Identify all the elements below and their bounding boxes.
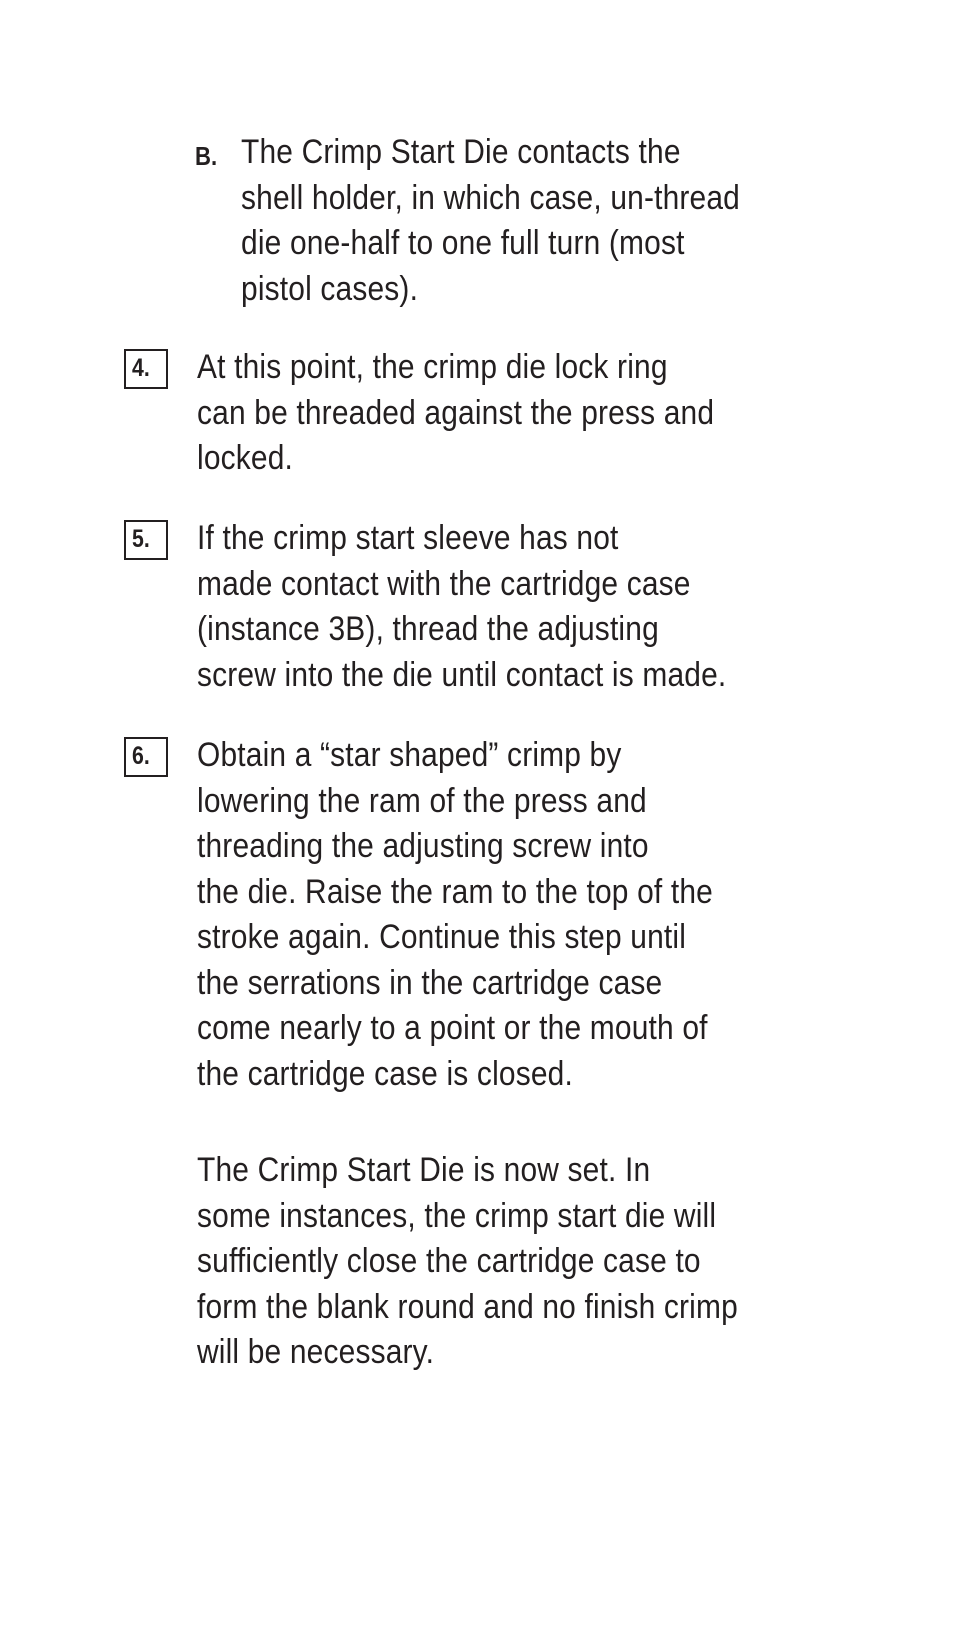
text-line: the serrations in the cartridge case [197,963,663,1002]
text-line: The Crimp Start Die contacts the [241,133,681,171]
text-line: Obtain a “star shaped” crimp by [197,736,622,774]
text-line: can be threaded against the press and [197,393,715,432]
step-number-box [124,349,168,389]
text-line: sufficiently close the cartridge case to [197,1242,701,1280]
step-number: 5. [132,525,150,553]
text-line: some instances, the crimp start die will [197,1196,717,1235]
text-line: At this point, the crimp die lock ring [197,348,668,386]
sub-item-letter: B. [195,141,218,171]
completion-note [197,1148,812,1376]
text-line: will be necessary. [197,1333,435,1371]
text-line: threading the adjusting screw into [197,827,649,865]
text-line: stroke again. Continue this step until [197,918,687,956]
text-line: The Crimp Start Die is now set. In [197,1151,651,1189]
step-number: 6. [132,742,150,770]
step-number-box [124,520,168,560]
text-line: made contact with the cartridge case [197,564,691,603]
text-line: form the blank round and no finish crimp [197,1287,738,1326]
text-line: locked. [197,439,294,477]
sub-item-text [241,130,808,312]
step-number: 4. [132,354,150,382]
text-line: come nearly to a point or the mouth of [197,1009,708,1047]
step-text [197,733,783,1097]
text-line: If the crimp start sleeve has not [197,519,619,557]
text-line: lowering the ram of the press and [197,781,647,820]
text-line: the die. Raise the ram to the top of the [197,872,713,911]
text-line: the cartridge case is closed. [197,1054,573,1093]
text-line: die one-half to one full turn (most [241,224,685,262]
text-line: pistol cases). [241,269,419,308]
text-line: (instance 3B), thread the adjusting [197,610,659,648]
step-number-box [124,737,168,777]
step-text [197,345,785,482]
text-line: screw into the die until contact is made. [197,655,727,694]
step-text [197,516,799,698]
text-line: shell holder, in which case, un-thread [241,178,741,217]
